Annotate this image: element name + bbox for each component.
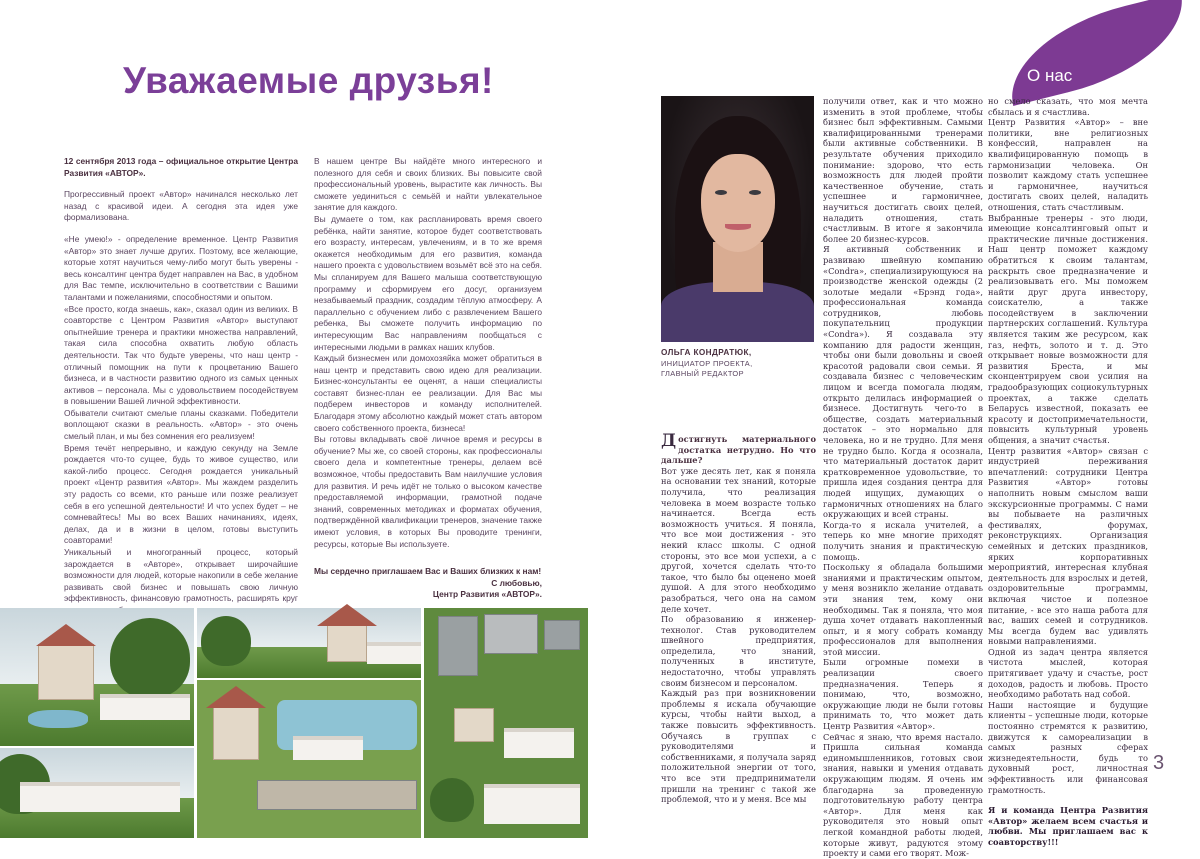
- right-column-2: [823, 96, 983, 859]
- right-column-1: [661, 431, 816, 805]
- paragraph: но смело сказать, что моя мечта сбылась и я счастлива.: [988, 96, 1148, 117]
- section-leaf-shape: [996, 0, 1197, 106]
- intro-text: остигнуть материального достатка нетрудно. Но что дальше?: [661, 434, 816, 466]
- closing-line: Мы сердечно приглашаем Вас и Ваших близких к нам!: [314, 566, 542, 577]
- paragraph: В нашем центре Вы найдёте много интересного и полезного для себя и своих близких. Вы повысите свой профессиональный уровень, вырастите как личность. Вы сможете уединиться с семьёй и найти увлекательное занятие для каждого.: [314, 156, 542, 213]
- rendering-photo: [197, 608, 421, 678]
- paragraph: Одной из задач центра является чистота мыслей, которая притягивает удачу и счастье, рост доходов, радость и любовь. Просто необходимо работать над собой.: [988, 646, 1148, 700]
- paragraph: «Не умею!» - определение временное. Центр Развития «Автор» это знает лучше других. Поэтому, все желающие, которые хотят научиться чему-либо могут быть уверены - весь консалтинг центра будет направлен на Вас, в удобном для Вас темпе, исключительно в соответствии с Вашими талантами и пожеланиями, способностями и опытом.: [64, 233, 298, 302]
- paragraph: получили ответ, как и что можно изменить в этой проблеме, чтобы бизнес был эффективным. Самыми квалифицированными тренерами были активные собственники. В результате обучения приходило понимание: здорово, что есть возможность для людей пройти качественное обучение, стать успешнее и гармоничнее, научиться достигать своих целей, наладить отношения, стать счастливым. В итоге я закончила более 20 бизнес-курсов.: [823, 96, 983, 244]
- paragraph: Сейчас я знаю, что время настало. Пришла сильная команда единомышленников, готовых свои знания, навыки и умения отдавать окружающим людям. Я очень им благодарна за проведенную подготовительную работу центра «Автор». Для меня как руководителя это новый опыт легкой командной работы людей, которые живут, радуются этому проекту и сами его творят. Мож-: [823, 731, 983, 859]
- paragraph: Я активный собственник и развиваю швейную компанию «Condra», специализирующуюся на производстве женской одежды (2 золотые медали «Брэнд года», профессиональная команда сотрудников, любовь покупательниц продукции «Condra»). Я создавала эту компанию для радости женщин, чтобы они были довольны и своей красотой радовали свои семьи. Я создавала бизнес с человеческим лицом и всегда помогала людям, открыто делилась информацией о бизнесе. Достигнуть чего-то в обществе, создать материальный достаток – это нормально для человека, но и не трудно. Для меня не трудно было. Когда я осознала, что материальный достаток дарит кратковременное удовольствие, то пришла идея создания центра для людей ищущих, думающих о гармоничных отношениях на благо окружающих и всей страны.: [823, 244, 983, 520]
- paragraph: Каждый раз при возникновении проблемы я искала обучающие курсы, чтобы найти выход, а также повысить эффективность. Обучаясь в группах с руководителями и собственниками, я получала заряд положительной энергии от того, что все эти предприниматели пришли на тренинг с такой же проблемой, что и у меня. Все мы: [661, 688, 816, 805]
- closing-statement: Я и команда Центра Развития «Автор» желаем всем счастья и любви. Мы приглашаем вас к соавторству!!!: [988, 805, 1148, 847]
- paragraph: Вот уже десять лет, как я поняла на основании тех знаний, которые получила, что реализация человека в моем возрасте только начинается. Всегда есть возможность учиться. Я поняла, что все мои достижения - это некий класс школы. С одной стороны, это все мои успехи, а с другой, хочется сделать что-то такое, что было бы оценено моей душой. А для этого необходимо разобраться, чего она на самом деле хочет.: [661, 465, 816, 614]
- paragraph: Наши настоящие и будущие клиенты – успешные люди, которые постоянно стремятся к развитию, движутся к самореализации в самых разных сферах жизнедеятельности, будь то духовный рост, личностная эффективность или финансовая грамотность.: [988, 699, 1148, 795]
- paragraph: По образованию я инженер-технолог. Став руководителем швейного предприятия, определила, что знаний, полученных в институте, недостаточно, чтобы управлять своим бизнесом и персоналом.: [661, 614, 816, 688]
- page-title: Уважаемые друзья!: [123, 60, 494, 101]
- paragraph: «Все просто, когда знаешь, как», сказал один из великих. В соавторстве с Центром Развития «Автор» выступают опытнейшие тренера и практики множества направлений, такая сила способна охватить любую область деятельности. Так что будьте уверены, что наш центр - отличный помощник на пути к процветанию Вашего бизнеса, и в частности развитию одного из самых ценных активов – персонала. Мы с удовольствием посодействуем в повышении Вашей личной эффективности.: [64, 303, 298, 407]
- left-column-2: [314, 156, 542, 601]
- caption-name: ОЛЬГА КОНДРАТЮК,: [661, 348, 752, 357]
- paragraph: Выбранные тренеры - это люди, имеющие консалтинговый опыт и практические личные достижения. Наш центр поможет каждому обратиться к своим талантам, раскрыть свое предназначение и реализовывать его. Мы поможем найти друг друга инвестору, соискателю, а также посодействуем в заключении партнерских соглашений. Культура является таким же ресурсом, как газ, нефть, золото и т. д. Это открывает новые возможности для развития Бреста, и мы сконцентрируем свои усилия на градообразующих социокультурных проектах, а также сделать Беларусь известной, показать ее красоту и достопримечательности, повысить культурный уровень общения, а значит счастья.: [988, 212, 1148, 445]
- paragraph: Каждый бизнесмен или домохозяйка может обратиться в наш центр и представить свою идею для реализации. Бизнес-консультанты ее оценят, а наши специалисты составят бизнес-план ее реализации. Для Вас мы подберем инвесторов и команду исполнителей. Благодаря этому абсолютно каждый может стать автором своего собственного проекта, бизнеса!: [314, 353, 542, 433]
- caption-role: ИНИЦИАТОР ПРОЕКТА,: [661, 359, 753, 368]
- page-number: 3: [1153, 752, 1165, 774]
- left-column-1: [64, 156, 298, 617]
- paragraph: Были огромные помехи в реализации своего предназначения. Теперь я понимаю, что, возможно, окружающие люди не были готовы принимать то, что может дать Центр Развития «Автор».: [823, 657, 983, 732]
- paragraph: Вы готовы вкладывать своё личное время и ресурсы в обучение? Мы же, со своей стороны, как профессионалы своего дела и компетентные тренеры, делаем всё возможное, чтобы предоставить Вам наилучшие условия для развития. И речь идёт не только о высоком качестве предоставляемой информации, грамотной подаче знаний, современных методиках и форматах обучения, подтверждённой квалификации тренеров, значение также имеют условия, в которых Вы проводите тренинги, ресурсы, которые Вы используете.: [314, 434, 542, 549]
- portrait-photo: [661, 96, 814, 339]
- rendering-photo: [424, 608, 588, 838]
- paragraph: Центр развития «Автор» связан с индустрией переживания впечатлений: сотрудники Центра Развития «Автор» готовы наполнить новым смыслом ваши экскурсионные программы. С нами вы побываете на различных фестивалях, форумах, реконструкциях. Организация семейных и детских праздников, ярких корпоративных мероприятий, интересная клубная деятельность для взрослых и детей, оздоровительные программы, включая чистое и полезное питание, - все это наша работа для вас, ваших семей и сотрудников. Мы всегда будем вас удивлять новыми направлениями.: [988, 445, 1148, 647]
- rendering-photo: [197, 680, 421, 838]
- paragraph: Поскольку я обладала большими знаниями и практическим опытом, у меня возникло желание отдавать эти знания тем, кому они необходимы. Так я поняла, что моя душа хочет отдавать накопленный опыт, и я могу собрать команду профессионалов для выполнения этой миссии.: [823, 562, 983, 657]
- paragraph: Время течёт непрерывно, и каждую секунду на Земле рождается что-то сущее, будь то живое существо, или какой-либо процесс. Сегодня рождается уникальный проект «Центр развития «Автор». Мы жаждем разделить эту радость со всеми, кто раньше или позже реализует себя в его успешной деятельности! И что успех будет – не сомневайтесь! Мы во всех Ваших начинаниях, идеях, делах, да и в жизни в целом, готовы выступить соавторами!: [64, 442, 298, 546]
- drop-cap: Д: [661, 431, 677, 451]
- lead-paragraph: 12 сентября 2013 года – официальное открытие Центра Развития «АВТОР».: [64, 156, 298, 178]
- paragraph: Обыватели считают смелые планы сказками. Победители воплощают сказки в реальность. «Автор» - это очень смелый план, и мы без сомнения его реализуем!: [64, 407, 298, 442]
- paragraph: Центр Развития «Автор» – вне политики, вне религиозных конфессий, направлен на квалифицированную помощь в гармонизации человека. Он позволит каждому стать успешнее и гармоничнее, научиться достигать своих целей, наладить отношения, стать счастливым.: [988, 117, 1148, 212]
- caption-role: ГЛАВНЫЙ РЕДАКТОР: [661, 369, 744, 378]
- paragraph: Уникальный и многогранный процесс, который зарождается в «Авторе», открывает широчайшие возможности для людей, которые накопили в себе желание развивать свой бизнес и повышать свою личную эффективность, финансовую грамотность, расширять круг: [64, 547, 298, 604]
- paragraph: Когда-то я искала учителей, а теперь ко мне многие приходят получить знания и практическую помощь.: [823, 519, 983, 562]
- rendering-photo: [0, 748, 194, 838]
- signature-line-2: Центр Развития «АВТОР».: [432, 589, 542, 600]
- rendering-photo: [0, 608, 194, 746]
- paragraph: [661, 431, 816, 466]
- section-label: О нас: [1027, 66, 1073, 85]
- paragraph: Прогрессивный проект «Автор» начинался несколько лет назад с красивой идеи. А сегодня эта идея уже формализована.: [64, 189, 298, 223]
- right-column-3: [988, 96, 1148, 848]
- paragraph: Вы думаете о том, как распланировать время своего ребёнка, найти занятие, которое будет соответствовать его возрасту, интересам, увлечениям, и в то же время окажется необходимым для его развития, команда нашего проекта с удовольствием возьмёт всё это на себя. Мы спланируем для Вашего малыша соответствующую программу и сформируем его досуг, организуем незабываемый праздник, создадим тёплую атмосферу. А параллельно с обучением либо с развлечением Вашего ребенка, Вы сможете получить информацию по интересующим Вас направлениям пообщаться с интересными людьми в рамках наших клубов.: [314, 213, 542, 352]
- signature-line-1: С любовью,: [491, 577, 542, 588]
